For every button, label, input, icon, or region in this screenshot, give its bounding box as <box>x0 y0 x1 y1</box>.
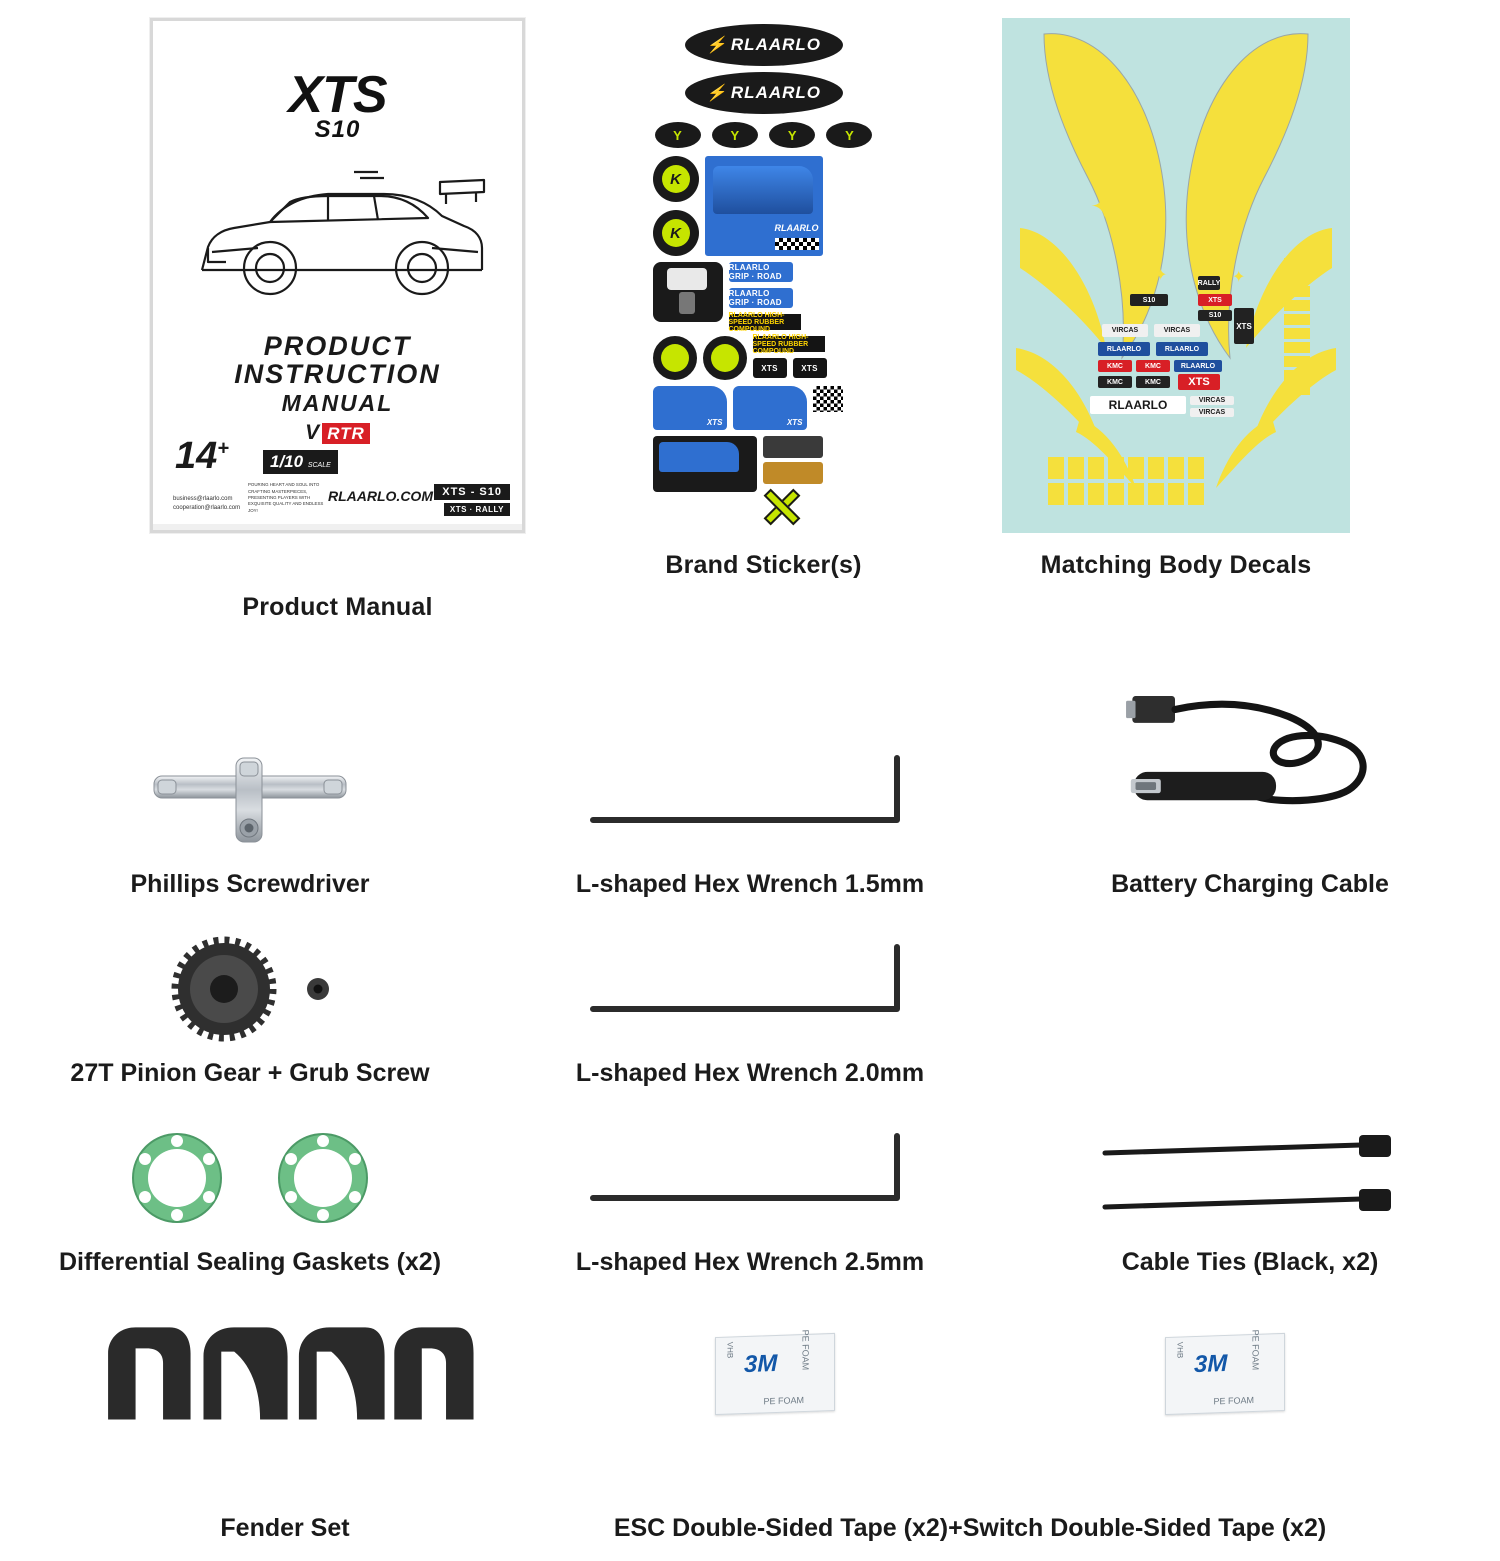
gear-icon <box>169 934 279 1044</box>
tape-foam-text-2: PE FOAM <box>763 1394 804 1407</box>
decal-brand-2: RLAARLO <box>1156 342 1208 356</box>
decal-brand-large: RLAARLO <box>1090 396 1186 414</box>
decal-swatch <box>1068 483 1084 505</box>
manual-title: XTS <box>288 66 387 124</box>
manual-blurb: POURING HEART AND SOUL INTO CRAFTING MASTERPIECES, PRESENTING PLAYERS WITH EXQUISITE QUALITY AND ENDLESS JOY! <box>248 482 324 513</box>
decal-swatch <box>1088 483 1104 505</box>
tire-badge-blue: RLAARLO GRIP · ROAD <box>729 288 793 308</box>
manual-line-1: PRODUCT <box>263 331 412 362</box>
decal-swatch <box>1088 457 1104 479</box>
manual-version-rtr: RTR <box>322 423 370 444</box>
round-logo-sticker <box>653 210 699 256</box>
decal-swatch-grid <box>1048 457 1208 505</box>
accessory-row-3 <box>0 1118 1500 1277</box>
cable-ties-icon <box>1085 1118 1415 1238</box>
decal-kmc-2: KMC <box>1136 360 1170 372</box>
decal-swatch <box>1284 272 1310 283</box>
small-oval-sticker: Y <box>712 122 758 148</box>
sparkle-icon: ✦ <box>1154 267 1168 284</box>
charging-cable-icon <box>1085 660 1415 860</box>
decal-swatch <box>1284 328 1310 339</box>
accessory-row-4 <box>0 1301 1500 1561</box>
decal-swatch <box>1108 457 1124 479</box>
checker-flag-icon <box>775 238 819 250</box>
lightning-icon: ⚡ <box>705 37 727 54</box>
decal-swatch <box>1284 356 1310 367</box>
item-pinion-gear <box>0 929 500 1088</box>
decal-vircas-1: VIRCAS <box>1102 324 1148 337</box>
caption-brand-stickers: Brand Sticker(s) <box>665 551 862 579</box>
sparkle-icon: ✦ <box>1198 226 1217 251</box>
decal-swatch <box>1048 457 1064 479</box>
decal-s10-2: S10 <box>1198 310 1232 321</box>
xts-badge: XTS <box>793 358 827 378</box>
body-decal-cell <box>1002 18 1350 622</box>
label-hex-wrench-25: L-shaped Hex Wrench 2.5mm <box>575 1248 925 1276</box>
sparkle-icon: ✦ <box>1232 269 1246 286</box>
label-fender-set: Fender Set <box>220 1514 350 1542</box>
small-oval-sticker: Y <box>655 122 701 148</box>
body-wrap-sticker <box>653 436 757 492</box>
sparkle-icon: ✦ <box>1216 188 1245 226</box>
caption-product-manual: Product Manual <box>242 593 433 621</box>
decal-swatch <box>1108 483 1124 505</box>
decal-swatch <box>1148 457 1164 479</box>
decal-brand-3: RLAARLO <box>1174 360 1222 372</box>
brand-sticker-cell <box>649 18 879 622</box>
label-phillips-screwdriver: Phillips Screwdriver <box>130 870 370 898</box>
gasket-ring-icon <box>121 1127 233 1229</box>
label-pinion-gear: 27T Pinion Gear + Grub Screw <box>70 1059 430 1087</box>
product-manual-cover <box>150 18 525 533</box>
x-cross-sticker <box>763 488 801 526</box>
tape-piece <box>715 1329 835 1415</box>
decal-swatch <box>1128 457 1144 479</box>
item-hex-wrench-20 <box>500 929 1000 1088</box>
round-logo-sticker <box>653 156 699 202</box>
car-card-brand: RLAARLO <box>774 223 819 234</box>
item-cable-ties-real <box>1000 1118 1500 1277</box>
manual-bottom-bar <box>153 524 522 530</box>
fender-set-icon <box>100 1301 480 1441</box>
manual-version-v: V <box>305 421 321 445</box>
decal-swatch-column <box>1284 258 1310 395</box>
decal-swatch <box>1284 342 1310 353</box>
accessory-row-1 <box>0 660 1500 899</box>
product-manual-cell <box>150 18 525 622</box>
motor-sticker <box>763 436 823 458</box>
checker-flag-icon <box>813 386 843 412</box>
decal-xts-2: XTS <box>1178 374 1220 390</box>
hex-wrench-icon <box>585 929 915 1049</box>
lightning-icon: ⚡ <box>705 85 727 102</box>
label-double-sided-tape: ESC Double-Sided Tape (x2)+Switch Double-Sided Tape (x2) <box>613 1514 1327 1542</box>
decal-kmc-1: KMC <box>1098 360 1132 372</box>
hex-wrench-icon <box>585 1118 915 1238</box>
gasket-ring-icon <box>267 1127 379 1229</box>
decal-xts-vertical: XTS <box>1234 308 1254 344</box>
small-oval-sticker: Y <box>826 122 872 148</box>
decal-vircas-4: VIRCAS <box>1190 408 1234 417</box>
round-logo-and-car-card-row <box>649 150 879 256</box>
scale-badge: 1/10 SCALE <box>263 450 338 474</box>
top-items-row <box>0 0 1500 622</box>
contact-cooperation: cooperation@rlaarlo.com <box>173 505 241 512</box>
decal-swatch <box>1048 483 1064 505</box>
item-phillips-screwdriver <box>0 740 500 899</box>
tape-foam-text: PE FOAM <box>800 1329 811 1371</box>
decal-swatch <box>1128 483 1144 505</box>
decal-xts-1: XTS <box>1198 294 1232 306</box>
item-hex-wrench-15 <box>500 740 1000 899</box>
blue-car-sticker <box>733 386 807 430</box>
age-rating: 14+ <box>175 435 229 477</box>
blue-car-row <box>649 380 879 430</box>
tape-side-text: VHB <box>1175 1341 1185 1359</box>
decal-s10: S10 <box>1130 294 1168 306</box>
decal-swatch <box>1284 384 1310 395</box>
decal-rally: RALLY <box>1198 276 1220 290</box>
tape-piece <box>1165 1329 1285 1415</box>
contact-info <box>173 495 240 514</box>
brand-oval-sticker-2: ⚡ RLAARLO <box>685 72 843 114</box>
label-differential-gaskets: Differential Sealing Gaskets (x2) <box>58 1248 442 1276</box>
decal-vircas-3: VIRCAS <box>1190 396 1234 405</box>
manual-line-3: MANUAL <box>281 390 394 417</box>
decal-swatch <box>1148 483 1164 505</box>
item-differential-gaskets <box>0 1118 500 1277</box>
tire-badge-blue: RLAARLO GRIP · ROAD <box>729 262 793 282</box>
accessory-row-2 <box>0 929 1500 1088</box>
grub-screw-icon <box>305 976 331 1002</box>
wheel-sticker <box>653 336 697 380</box>
manual-website: RLAARLO.COM <box>328 488 433 504</box>
blue-car-sticker <box>653 386 727 430</box>
double-sided-tape-icons <box>560 1329 1440 1413</box>
decal-kmc-3: KMC <box>1098 376 1132 388</box>
label-hex-wrench-20: L-shaped Hex Wrench 2.0mm <box>575 1059 925 1087</box>
wrap-and-parts-row <box>649 430 879 526</box>
tape-foam-text-2: PE FOAM <box>1213 1394 1254 1407</box>
label-battery-charging-cable: Battery Charging Cable <box>1111 870 1389 898</box>
decal-swatch <box>1188 483 1204 505</box>
tape-side-text: VHB <box>725 1341 735 1359</box>
car-photo-sticker <box>705 156 823 256</box>
transmitter-sticker <box>653 262 723 322</box>
decal-swatch <box>1188 457 1204 479</box>
hex-wrench-icon <box>585 740 915 860</box>
screwdriver-icon <box>150 740 350 860</box>
tire-badge-yellow: RLAARLO HIGH-SPEED RUBBER COMPOUND <box>729 314 801 330</box>
decal-swatch <box>1168 457 1184 479</box>
decal-swatch <box>1068 457 1084 479</box>
decal-swatch <box>1284 370 1310 381</box>
tire-badge-yellow: RLAARLO HIGH-SPEED RUBBER COMPOUND <box>753 336 825 352</box>
decal-swatch <box>1284 314 1310 325</box>
sparkle-icon: ✦ <box>1130 222 1149 247</box>
manual-sku: XTS - S10 <box>434 484 510 500</box>
decal-swatch <box>1284 258 1310 269</box>
accessory-grid <box>0 660 1500 1561</box>
wheel-and-xts-row <box>649 330 879 380</box>
decal-swatch <box>1284 300 1310 311</box>
item-battery-charging-cable <box>1000 660 1500 899</box>
manual-line-2: INSTRUCTION <box>234 358 441 389</box>
tape-brand: 3M <box>744 1349 778 1379</box>
body-decal-sheet <box>1002 18 1350 533</box>
gasket-icon <box>121 1118 379 1238</box>
decal-swatch <box>1284 286 1310 297</box>
brand-sticker-sheet <box>649 18 879 533</box>
tape-brand: 3M <box>1194 1349 1228 1379</box>
manual-subtitle: S10 <box>314 116 361 144</box>
transmitter-and-badges-row <box>649 256 879 333</box>
manual-sku-secondary: XTS · RALLY <box>444 503 510 516</box>
sparkle-icon: ✦ <box>1090 188 1119 226</box>
pinion-gear-icon <box>169 929 331 1049</box>
brand-oval-sticker-1: ⚡ RLAARLO <box>685 24 843 66</box>
tape-foam-text: PE FOAM <box>1250 1329 1261 1371</box>
contact-business: business@rlaarlo.com <box>173 495 233 502</box>
decal-kmc-4: KMC <box>1136 376 1170 388</box>
item-hex-wrench-25 <box>500 1118 1000 1277</box>
label-hex-wrench-15: L-shaped Hex Wrench 1.5mm <box>575 870 925 898</box>
decal-brand-1: RLAARLO <box>1098 342 1150 356</box>
label-cable-ties: Cable Ties (Black, x2) <box>1121 1248 1379 1276</box>
shock-sticker <box>763 462 823 484</box>
small-oval-sticker-row <box>649 120 879 150</box>
caption-body-decals: Matching Body Decals <box>1040 551 1312 579</box>
wheel-sticker <box>703 336 747 380</box>
rally-car-line-art <box>178 152 498 317</box>
small-oval-sticker: Y <box>769 122 815 148</box>
xts-badge: XTS <box>753 358 787 378</box>
decal-swatch <box>1168 483 1184 505</box>
decal-vircas-2: VIRCAS <box>1154 324 1200 337</box>
